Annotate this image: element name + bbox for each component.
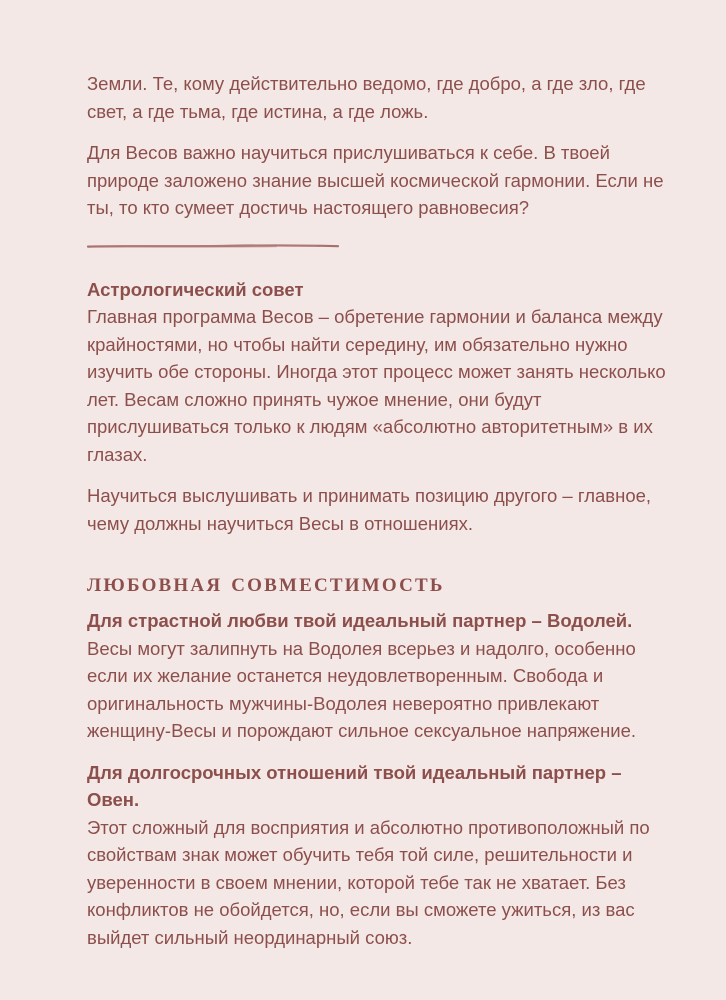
longterm-lead: Для долгосрочных отношений твой идеальный партнер – Овен. bbox=[87, 761, 622, 810]
compatibility-heading-text: любовная совместимость bbox=[87, 567, 445, 597]
brush-divider bbox=[87, 242, 339, 250]
page-content bbox=[87, 70, 667, 951]
longterm-text: Этот сложный для восприятия и абсолютно противоположный по свойствам знак может обучить тебя той силе, решительности и уверенности в своем мнении, которой тебе так не хватает. Без конфликтов не обойдется, но, если вы сможете ужиться, из вас выйдет сильный неординарный союз. bbox=[87, 816, 650, 948]
advice-paragraph-2: Научиться выслушивать и принимать позицию другого – главное, чему должны научиться Весы в отношениях. bbox=[87, 485, 652, 534]
advice-title: Астрологический совет bbox=[87, 278, 304, 300]
advice-paragraph-1: Главная программа Весов – обретение гармонии и баланса между крайностями, но чтобы найти середину, им обязательно нужно изучить обе стороны. Иногда этот процесс может занять несколько лет. Весам сложно принять чужое мнение, они будут прислушиваться только к людям «абсолютно авторитетным» в их глазах. bbox=[87, 306, 666, 465]
passion-paragraph bbox=[87, 607, 667, 745]
passion-lead: Для страстной любви твой идеальный партнер – Водолей. bbox=[87, 610, 633, 631]
compatibility-heading bbox=[87, 565, 667, 599]
passion-text: Весы могут залипнуть на Водолея всерьез и надолго, особенно если их желание останется неудовлетворенным. Свобода и оригинальность мужчины-Водолея невероятно привлекают женщину-Весы и порождают сильное сексуальное напряжение. bbox=[87, 637, 637, 741]
longterm-paragraph bbox=[87, 759, 667, 952]
intro-paragraph-1: Земли. Те, кому действительно ведомо, где добро, а где зло, где свет, а где тьма, где истина, а где ложь. bbox=[87, 73, 646, 122]
intro-paragraph-2: Для Весов важно научиться прислушиваться к себе. В твоей природе заложено знание высшей космической гармонии. Если не ты, то кто сумеет достичь настоящего равновесия? bbox=[87, 142, 664, 218]
